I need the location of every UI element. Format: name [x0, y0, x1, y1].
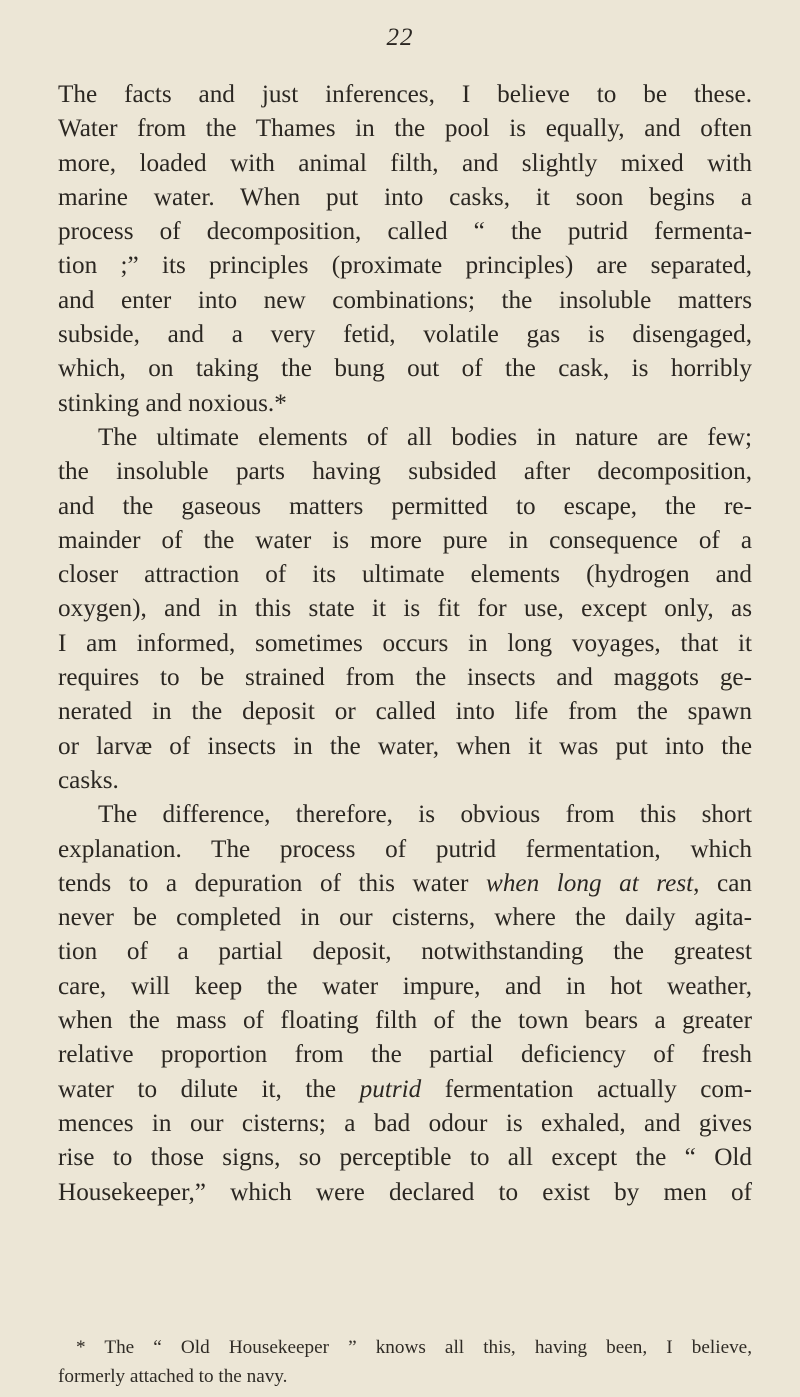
text-line: explanation. The process of putrid fermentation, which [58, 835, 752, 863]
text-line: more, loaded with animal filth, and slightly mixed with [58, 149, 752, 177]
text-line: rise to those signs, so perceptible to all except the “ Old [58, 1144, 752, 1172]
text-line: when the mass of floating filth of the town bears a greater [58, 1007, 752, 1035]
text-line: mainder of the water is more pure in consequence of a [58, 526, 752, 554]
italic-text: putrid [359, 1075, 422, 1103]
text-line: The facts and just inferences, I believe to be these. [58, 81, 752, 108]
paragraph-2 [58, 421, 752, 798]
text-line: care, will keep the water impure, and in hot weather, [58, 972, 752, 1000]
text-line: Water from the Thames in the pool is equally, and often [58, 115, 752, 143]
text-line: The difference, therefore, is obvious from this short [98, 801, 752, 829]
text-line: and the gaseous matters permitted to escape, the re- [58, 492, 752, 520]
page-number: 22 [386, 24, 414, 51]
body-text [58, 78, 752, 1210]
text-line: The ultimate elements of all bodies in nature are few; [98, 423, 752, 451]
text-line: tion ;” its principles (proximate principles) are separated, [58, 252, 752, 280]
text-line: which, on taking the bung out of the cask, is horribly [58, 355, 752, 383]
text-line: the insoluble parts having subsided after decomposition, [58, 458, 752, 486]
text-line: never be completed in our cisterns, where the daily agita- [58, 904, 752, 932]
text-line: Housekeeper,” which were declared to exist by men of [58, 1178, 752, 1206]
text-line: or larvæ of insects in the water, when it was put into the [58, 732, 752, 760]
paragraph-1 [58, 78, 752, 421]
paragraph-3 [58, 798, 752, 1210]
text-line: water to dilute it, the putrid fermentation actually com- [58, 1075, 752, 1103]
text-line: tion of a partial deposit, notwithstanding the greatest [58, 938, 752, 966]
footnote-line: formerly attached to the navy. [58, 1366, 288, 1387]
text-line: marine water. When put into casks, it soon begins a [58, 183, 752, 211]
text-line: and enter into new combinations; the insoluble matters [58, 286, 752, 314]
text-line: process of decomposition, called “ the putrid fermenta- [58, 218, 752, 246]
text-line: requires to be strained from the insects and maggots ge- [58, 664, 752, 692]
text-line: mences in our cisterns; a bad odour is exhaled, and gives [58, 1109, 752, 1137]
text-line: stinking and noxious.* [58, 389, 287, 417]
text-line: nerated in the deposit or called into life from the spawn [58, 698, 752, 726]
text-line: oxygen), and in this state it is fit for use, except only, as [58, 595, 752, 623]
footnote [58, 1333, 752, 1391]
footnote-line: * The “ Old Housekeeper ” knows all this, having been, I believe, [76, 1337, 752, 1358]
text-line: closer attraction of its ultimate elements (hydrogen and [58, 561, 752, 589]
text-line: casks. [58, 766, 119, 794]
text-line: subside, and a very fetid, volatile gas is disengaged, [58, 321, 752, 349]
text-line: relative proportion from the partial deficiency of fresh [58, 1041, 752, 1069]
italic-text: when long at rest [486, 869, 694, 897]
text-line: I am informed, sometimes occurs in long voyages, that it [58, 629, 752, 657]
text-line: tends to a depuration of this water when long at rest, can [58, 869, 753, 897]
